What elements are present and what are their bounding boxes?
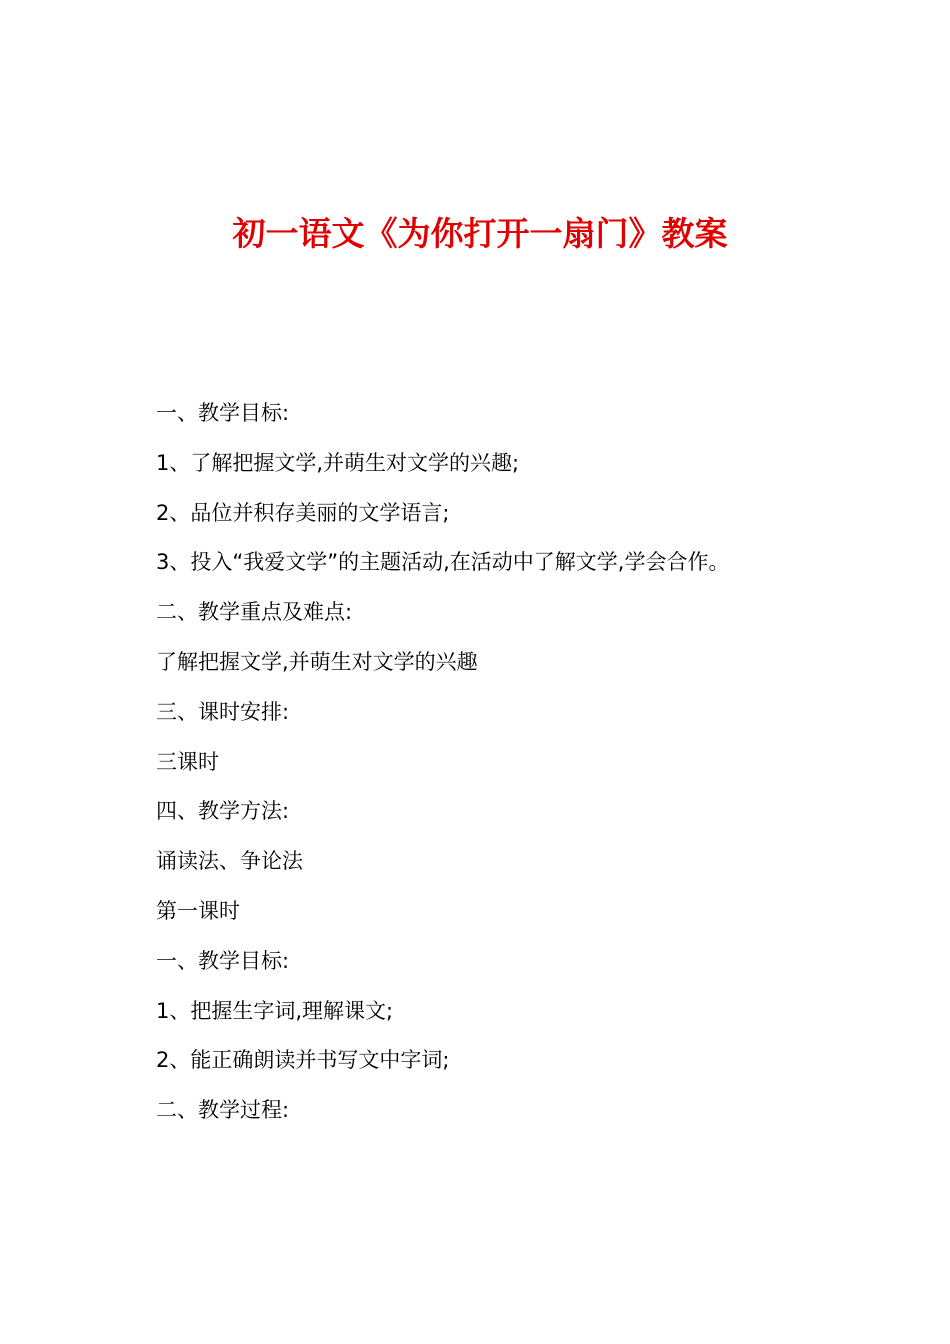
section-heading-teaching-goals: 一、教学目标: xyxy=(156,401,290,425)
paragraph-line: 2、能正确朗读并书写文中字词; xyxy=(156,1048,450,1073)
section-heading-teaching-goals: 一、教学目标: xyxy=(156,948,290,973)
lesson-heading: 第一课时 xyxy=(156,898,240,923)
paragraph-line: 1、了解把握文学,并萌生对文学的兴趣; xyxy=(156,450,520,475)
document-title: 初一语文《为你打开一扇门》教案 xyxy=(232,214,728,253)
paragraph-line: 2、品位并积存美丽的文学语言; xyxy=(156,500,450,525)
section-heading-key-points: 二、教学重点及难点: xyxy=(156,600,353,625)
paragraph-line: 3、投入“我爱文学”的主题活动,在活动中了解文学,学会合作。 xyxy=(156,550,730,575)
section-heading-schedule: 三、课时安排: xyxy=(156,699,290,724)
document-body xyxy=(156,394,916,1141)
paragraph-line: 1、把握生字词,理解课文; xyxy=(156,998,394,1023)
paragraph-line: 了解把握文学,并萌生对文学的兴趣 xyxy=(156,649,478,674)
paragraph-line: 三课时 xyxy=(156,749,219,774)
section-heading-methods: 四、教学方法: xyxy=(156,799,290,824)
paragraph-line: 诵读法、争论法 xyxy=(156,849,303,874)
section-heading-process: 二、教学过程: xyxy=(156,1098,290,1123)
